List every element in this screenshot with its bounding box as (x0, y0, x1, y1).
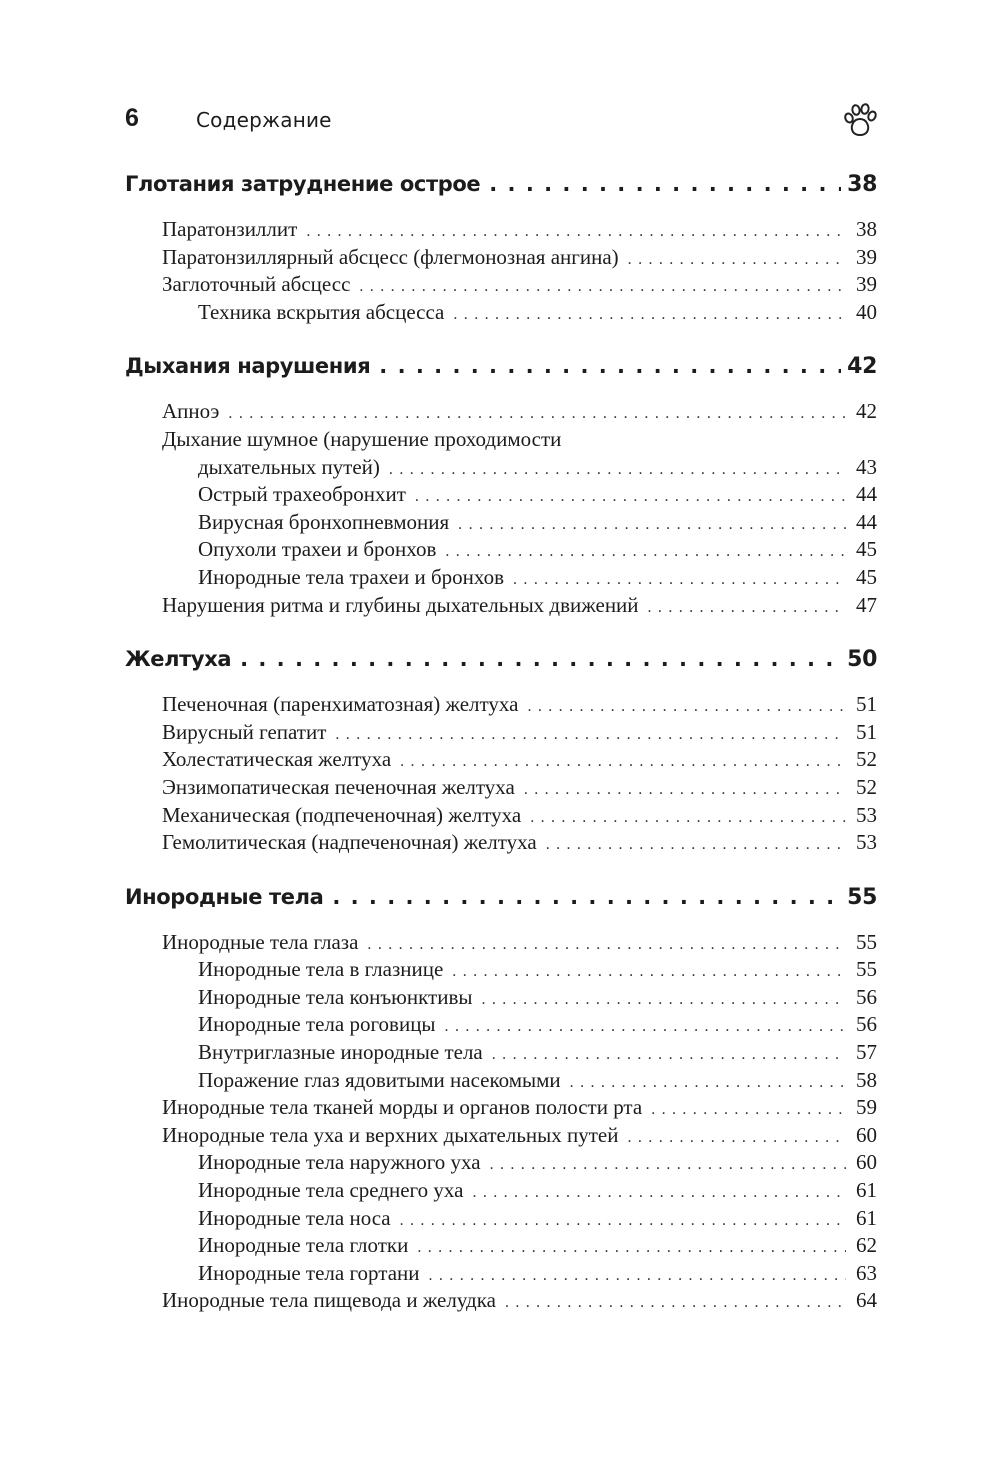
page-number: 6 (125, 104, 139, 132)
dot-leader (518, 691, 846, 719)
section-title: Инородные тела (125, 884, 324, 909)
toc-entry[interactable] (125, 829, 877, 857)
toc-entry[interactable] (125, 564, 877, 592)
toc-entry[interactable] (125, 299, 877, 327)
toc-entry[interactable] (125, 1094, 877, 1122)
dot-leader (515, 774, 846, 802)
toc-entry[interactable] (125, 774, 877, 802)
dot-leader (323, 885, 841, 909)
toc-entry-page: 52 (856, 774, 877, 799)
dot-leader (406, 481, 846, 509)
dot-leader (480, 172, 841, 196)
toc-entry-title: Паратонзиллярный абсцесс (флегмонозная ангина) (162, 244, 619, 269)
toc-entry[interactable] (125, 1149, 877, 1177)
dot-leader (391, 746, 846, 774)
dot-leader (370, 354, 841, 378)
toc-entry[interactable] (125, 398, 877, 426)
toc-entry[interactable] (125, 536, 877, 564)
toc-entry-title: Инородные тела уха и верхних дыхательных путей (162, 1122, 619, 1147)
toc-entry-page: 43 (856, 454, 877, 479)
toc-entry-title: Нарушения ритма и глубины дыхательных движений (162, 592, 639, 617)
toc-entry-title: Холестатическая желтуха (162, 747, 392, 772)
toc-entry-page: 44 (856, 509, 877, 534)
toc-entry-page: 60 (856, 1150, 877, 1175)
section-title: Дыхания нарушения (125, 354, 371, 379)
dot-leader (444, 299, 846, 327)
toc-entry-title: Опухоли трахеи и бронхов (198, 537, 437, 562)
section-page: 50 (847, 647, 877, 673)
dot-leader (443, 956, 846, 984)
section-title: Желтуха (125, 647, 232, 672)
toc-entry[interactable] (125, 1205, 877, 1233)
toc-entry[interactable] (125, 984, 877, 1012)
toc-entry[interactable] (125, 802, 877, 830)
dot-leader (358, 929, 846, 957)
toc-entry-title: Механическая (подпеченочная) желтуха (162, 802, 522, 827)
toc-entry-page: 62 (856, 1233, 877, 1258)
running-title: Содержание (196, 108, 332, 132)
toc-entry-title: Острый трахеобронхит (198, 482, 406, 507)
toc-entry-page: 64 (856, 1288, 877, 1313)
toc-entry-title: Вирусный гепатит (162, 719, 327, 744)
toc-entry-title: Гемолитическая (надпеченочная) желтуха (162, 830, 537, 855)
toc-entry-title: Инородные тела в глазнице (198, 957, 444, 982)
toc-entry-page: 52 (856, 747, 877, 772)
section-heading[interactable] (125, 647, 877, 681)
toc-entry-page: 42 (856, 399, 877, 424)
section-page: 42 (847, 354, 877, 380)
section-heading[interactable] (125, 885, 877, 919)
paw-icon (840, 100, 880, 140)
toc-entry-title: Инородные тела пищевода и желудка (162, 1288, 496, 1313)
toc-entry-page: 63 (856, 1260, 877, 1285)
dot-leader (619, 244, 846, 272)
toc-entry[interactable] (125, 1122, 877, 1150)
toc-entry-page: 51 (856, 692, 877, 717)
toc-entry-page: 57 (856, 1040, 877, 1065)
toc-entry-page: 45 (856, 564, 877, 589)
toc-entry-title: Заглоточный абсцесс (162, 272, 351, 297)
toc-entry-page: 53 (856, 830, 877, 855)
toc-entry-title: Инородные тела конъюнктивы (198, 984, 473, 1009)
toc-entry-page: 44 (856, 482, 877, 507)
toc-entry-title: Инородные тела трахеи и бронхов (198, 564, 505, 589)
section-heading[interactable] (125, 354, 877, 388)
dot-leader (408, 1232, 846, 1260)
dot-leader (436, 536, 846, 564)
toc-entry-page: 60 (856, 1122, 877, 1147)
toc-entry-title: Инородные тела глотки (198, 1233, 409, 1258)
toc-entry-page: 39 (856, 272, 877, 297)
toc-entry-title: Поражение глаз ядовитыми насекомыми (198, 1067, 561, 1092)
toc-entry-title: Внутриглазные инородные тела (198, 1040, 483, 1065)
toc-entry-page: 45 (856, 537, 877, 562)
toc-section (125, 354, 877, 619)
toc-entry[interactable] (125, 454, 877, 482)
toc-entry[interactable] (125, 929, 877, 957)
toc-entry-page: 53 (856, 802, 877, 827)
dot-leader (483, 1039, 846, 1067)
toc-entry-title: Печеночная (паренхиматозная) желтуха (162, 692, 519, 717)
toc-section (125, 647, 877, 857)
dot-leader (537, 829, 846, 857)
section-page: 38 (847, 172, 877, 197)
dot-leader (504, 564, 846, 592)
toc-entry-page: 55 (856, 929, 877, 954)
dot-leader (463, 1177, 846, 1205)
toc-entry-title: Энзимопатическая печеночная желтуха (162, 774, 515, 799)
toc-entry-title: Инородные тела носа (198, 1205, 391, 1230)
dot-leader (420, 1260, 847, 1288)
toc-entry[interactable] (125, 1039, 877, 1067)
toc-entry-page: 59 (856, 1095, 877, 1120)
toc-entry-title: Вирусная бронхопневмония (198, 509, 450, 534)
toc-entry[interactable] (125, 509, 877, 537)
toc-section (125, 172, 877, 326)
dot-leader (449, 509, 846, 537)
toc-entry-title: Паратонзиллит (162, 217, 298, 241)
toc-entry-title: Инородные тела гортани (198, 1260, 420, 1285)
toc-entry-page: 56 (856, 1012, 877, 1037)
toc-entry[interactable] (125, 1287, 877, 1315)
toc-entry[interactable] (125, 1177, 877, 1205)
toc-entry-page: 61 (856, 1205, 877, 1230)
dot-leader (231, 647, 841, 671)
page-header (125, 100, 880, 140)
toc-entry-title: Инородные тела наружного уха (198, 1150, 481, 1175)
toc-entry-title: Инородные тела тканей морды и органов полости рта (162, 1095, 643, 1120)
dot-leader (561, 1067, 846, 1095)
dot-leader (326, 719, 846, 747)
toc-entry[interactable] (125, 1067, 877, 1095)
toc-entry-title: Дыхание шумное (нарушение проходимости (162, 426, 562, 451)
dot-leader (639, 592, 846, 620)
section-title: Глотания затруднение острое (125, 172, 481, 196)
dot-leader (642, 1094, 846, 1122)
dot-leader (496, 1287, 846, 1315)
toc-entry[interactable] (125, 481, 877, 509)
toc-entry-page: 61 (856, 1178, 877, 1203)
toc-entry[interactable] (125, 1011, 877, 1039)
dot-leader (472, 984, 846, 1012)
toc-entry[interactable] (125, 592, 877, 620)
dot-leader (521, 802, 846, 830)
toc-entry[interactable] (125, 271, 877, 299)
toc-entry-page: 58 (856, 1067, 877, 1092)
toc-entry[interactable] (125, 691, 877, 719)
dot-leader (297, 216, 846, 244)
toc-entry-page: 55 (856, 957, 877, 982)
table-of-contents (125, 172, 877, 1343)
dot-leader (350, 271, 846, 299)
toc-entry[interactable] (125, 1260, 877, 1288)
toc-entry-title: Инородные тела роговицы (198, 1012, 436, 1037)
toc-entry[interactable] (125, 956, 877, 984)
toc-entry-title: Апноэ (162, 399, 220, 424)
toc-entry-title: Инородные тела среднего уха (198, 1178, 464, 1203)
toc-entry[interactable] (125, 719, 877, 747)
dot-leader (380, 454, 846, 482)
toc-entry-page: 38 (856, 217, 877, 241)
toc-entry-page: 56 (856, 984, 877, 1009)
toc-entry-title: Инородные тела глаза (162, 929, 359, 954)
section-page: 55 (847, 884, 877, 910)
toc-entry-page: 47 (856, 592, 877, 617)
toc-entry-title: Техника вскрытия абсцесса (198, 299, 445, 324)
dot-leader (219, 398, 846, 426)
section-heading[interactable] (125, 172, 877, 206)
toc-entry-page: 39 (856, 244, 877, 269)
dot-leader (436, 1011, 846, 1039)
toc-section (125, 885, 877, 1315)
toc-entry[interactable] (125, 746, 877, 774)
dot-leader (619, 1122, 847, 1150)
toc-entry[interactable] (125, 244, 877, 272)
toc-entry-page: 40 (856, 299, 877, 324)
toc-entry[interactable] (125, 426, 877, 454)
dot-leader (481, 1149, 846, 1177)
toc-entry[interactable] (125, 1232, 877, 1260)
toc-entry-page: 51 (856, 719, 877, 744)
toc-entry-title: дыхательных путей) (198, 454, 380, 479)
toc-entry[interactable] (125, 216, 877, 244)
dot-leader (391, 1205, 846, 1233)
